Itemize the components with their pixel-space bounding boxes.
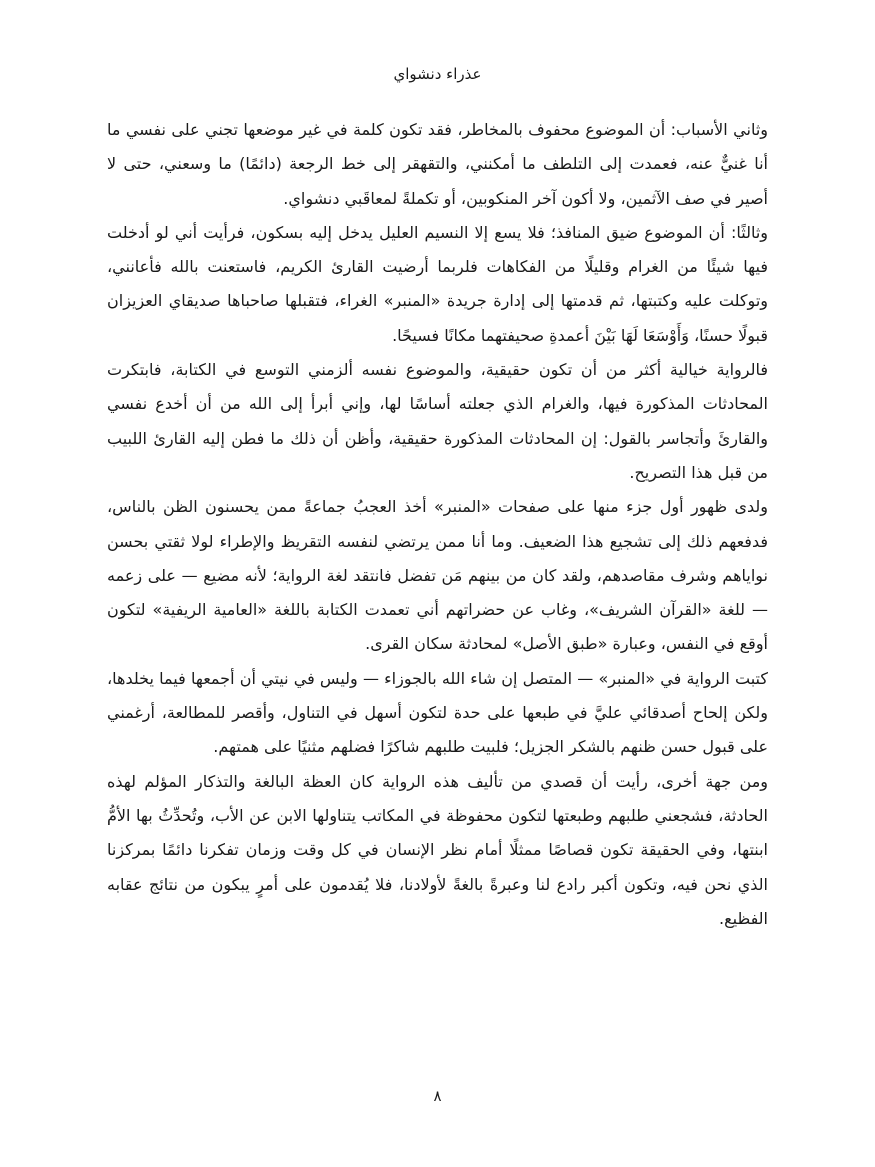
running-head: عذراء دنشواي xyxy=(393,65,482,83)
paragraph-1: وثاني الأسباب: أن الموضوع محفوف بالمخاطر، فقد تكون كلمة في غير موضعها تجني على نفسي ما أنا غنيٌّ عنه، فعمدت إلى التلطف ما أمكنني، والتقهقر إلى خط الرجعة (دائمًا) ما وسعني، حتى لا أصير في صف الآثمين، ولا أكون آخر المنكوبين، أو تكملةً لمعاقَبي دنشواي. xyxy=(107,120,768,208)
paragraph-6: ومن جهة أخرى، رأيت أن قصدي من تأليف هذه الرواية كان العظة البالغة والتذكار المؤلم لهذه الحادثة، فشجعني طلبهم وطبعتها لتكون محفوظة في المكاتب يتناولها الابن عن الأب، وتُحدِّثُ بها الأمُّ ابنتها، وفي الحقيقة تكون قصاصًا ممثلًا أمام نظر الإنسان في كل وقت وزمان تفكرنا دائمًا بمركزنا الذي نحن فيه، وتكون أكبر رادع لنا وعبرةً بالغةً لأولادنا، فلا يُقدمون على أمرٍ يبكون من نتائج عقابه الفظيع. xyxy=(107,771,768,928)
paragraph-3: فالرواية خيالية أكثر من أن تكون حقيقية، والموضوع نفسه ألزمني التوسع في الكتابة، فابتكرت المحادثات المذكورة فيها، والغرام الذي جعلته أساسًا لها، وإني أبرأ إلى الله من أن أخدع نفسي والقارئَ وأتجاسر بالقول: إن المحادثات المذكورة حقيقية، وأظن أن ذلك ما فطن إليه القارئ اللبيب من قبل هذا التصريح. xyxy=(107,360,768,482)
paragraph-4: ولدى ظهور أول جزء منها على صفحات «المنبر» أخذ العجبُ جماعةً ممن يحسنون الظن بالناس، فدفعهم ذلك إلى تشجيع هذا الضعيف. وما أنا ممن يرتضي لنفسه التقريظ والإطراء لولا ثقتي بحسن نواياهم وشرف مقاصدهم، ولقد كان من بينهم مَن تفضل فانتقد لغة الرواية؛ لأنه مضيع — على زعمه — للغة «القرآن الشريف»، وغاب عن حضراتهم أني تعمدت الكتابة باللغة «العامية الريفية» لتكون أوقع في النفس، وعبارة «طبق الأصل» لمحادثة سكان القرى. xyxy=(107,497,768,654)
paragraph-5: كتبت الرواية في «المنبر» — المتصل إن شاء الله بالجوزاء — وليس في نيتي أن أجمعها فيما يخلدها، ولكن إلحاح أصدقائي عليَّ في طبعها على حدة لتكون أسهل في التناول، وأقصر للمطالعة، أرغمني على قبول حسن ظنهم بالشكر الجزيل؛ فلبيت طلبهم شاكرًا فضلهم مثنيًا على همتهم. xyxy=(107,668,768,757)
paragraph-2: وثالثًا: أن الموضوع ضيق المنافذ؛ فلا يسع إلا النسيم العليل يدخل إليه بسكون، فرأيت أني لو أدخلت فيها شيئًا من الغرام وقليلًا من الفكاهات فلربما أرضيت القارئ الكريم، فاستعنت بالله فأعانني، وتوكلت عليه وكتبتها، ثم قدمتها إلى إدارة جريدة «المنبر» الغراء، فتقبلها صاحباها صديقاي العزيزان قبولًا حسنًا، وَأَوْسَعَا لَهَا بَيْنَ أعمدةِ صحيفتهما مكانًا فسيحًا. xyxy=(107,222,768,345)
page-number: ٨ xyxy=(433,1087,442,1105)
body-text xyxy=(107,113,768,936)
